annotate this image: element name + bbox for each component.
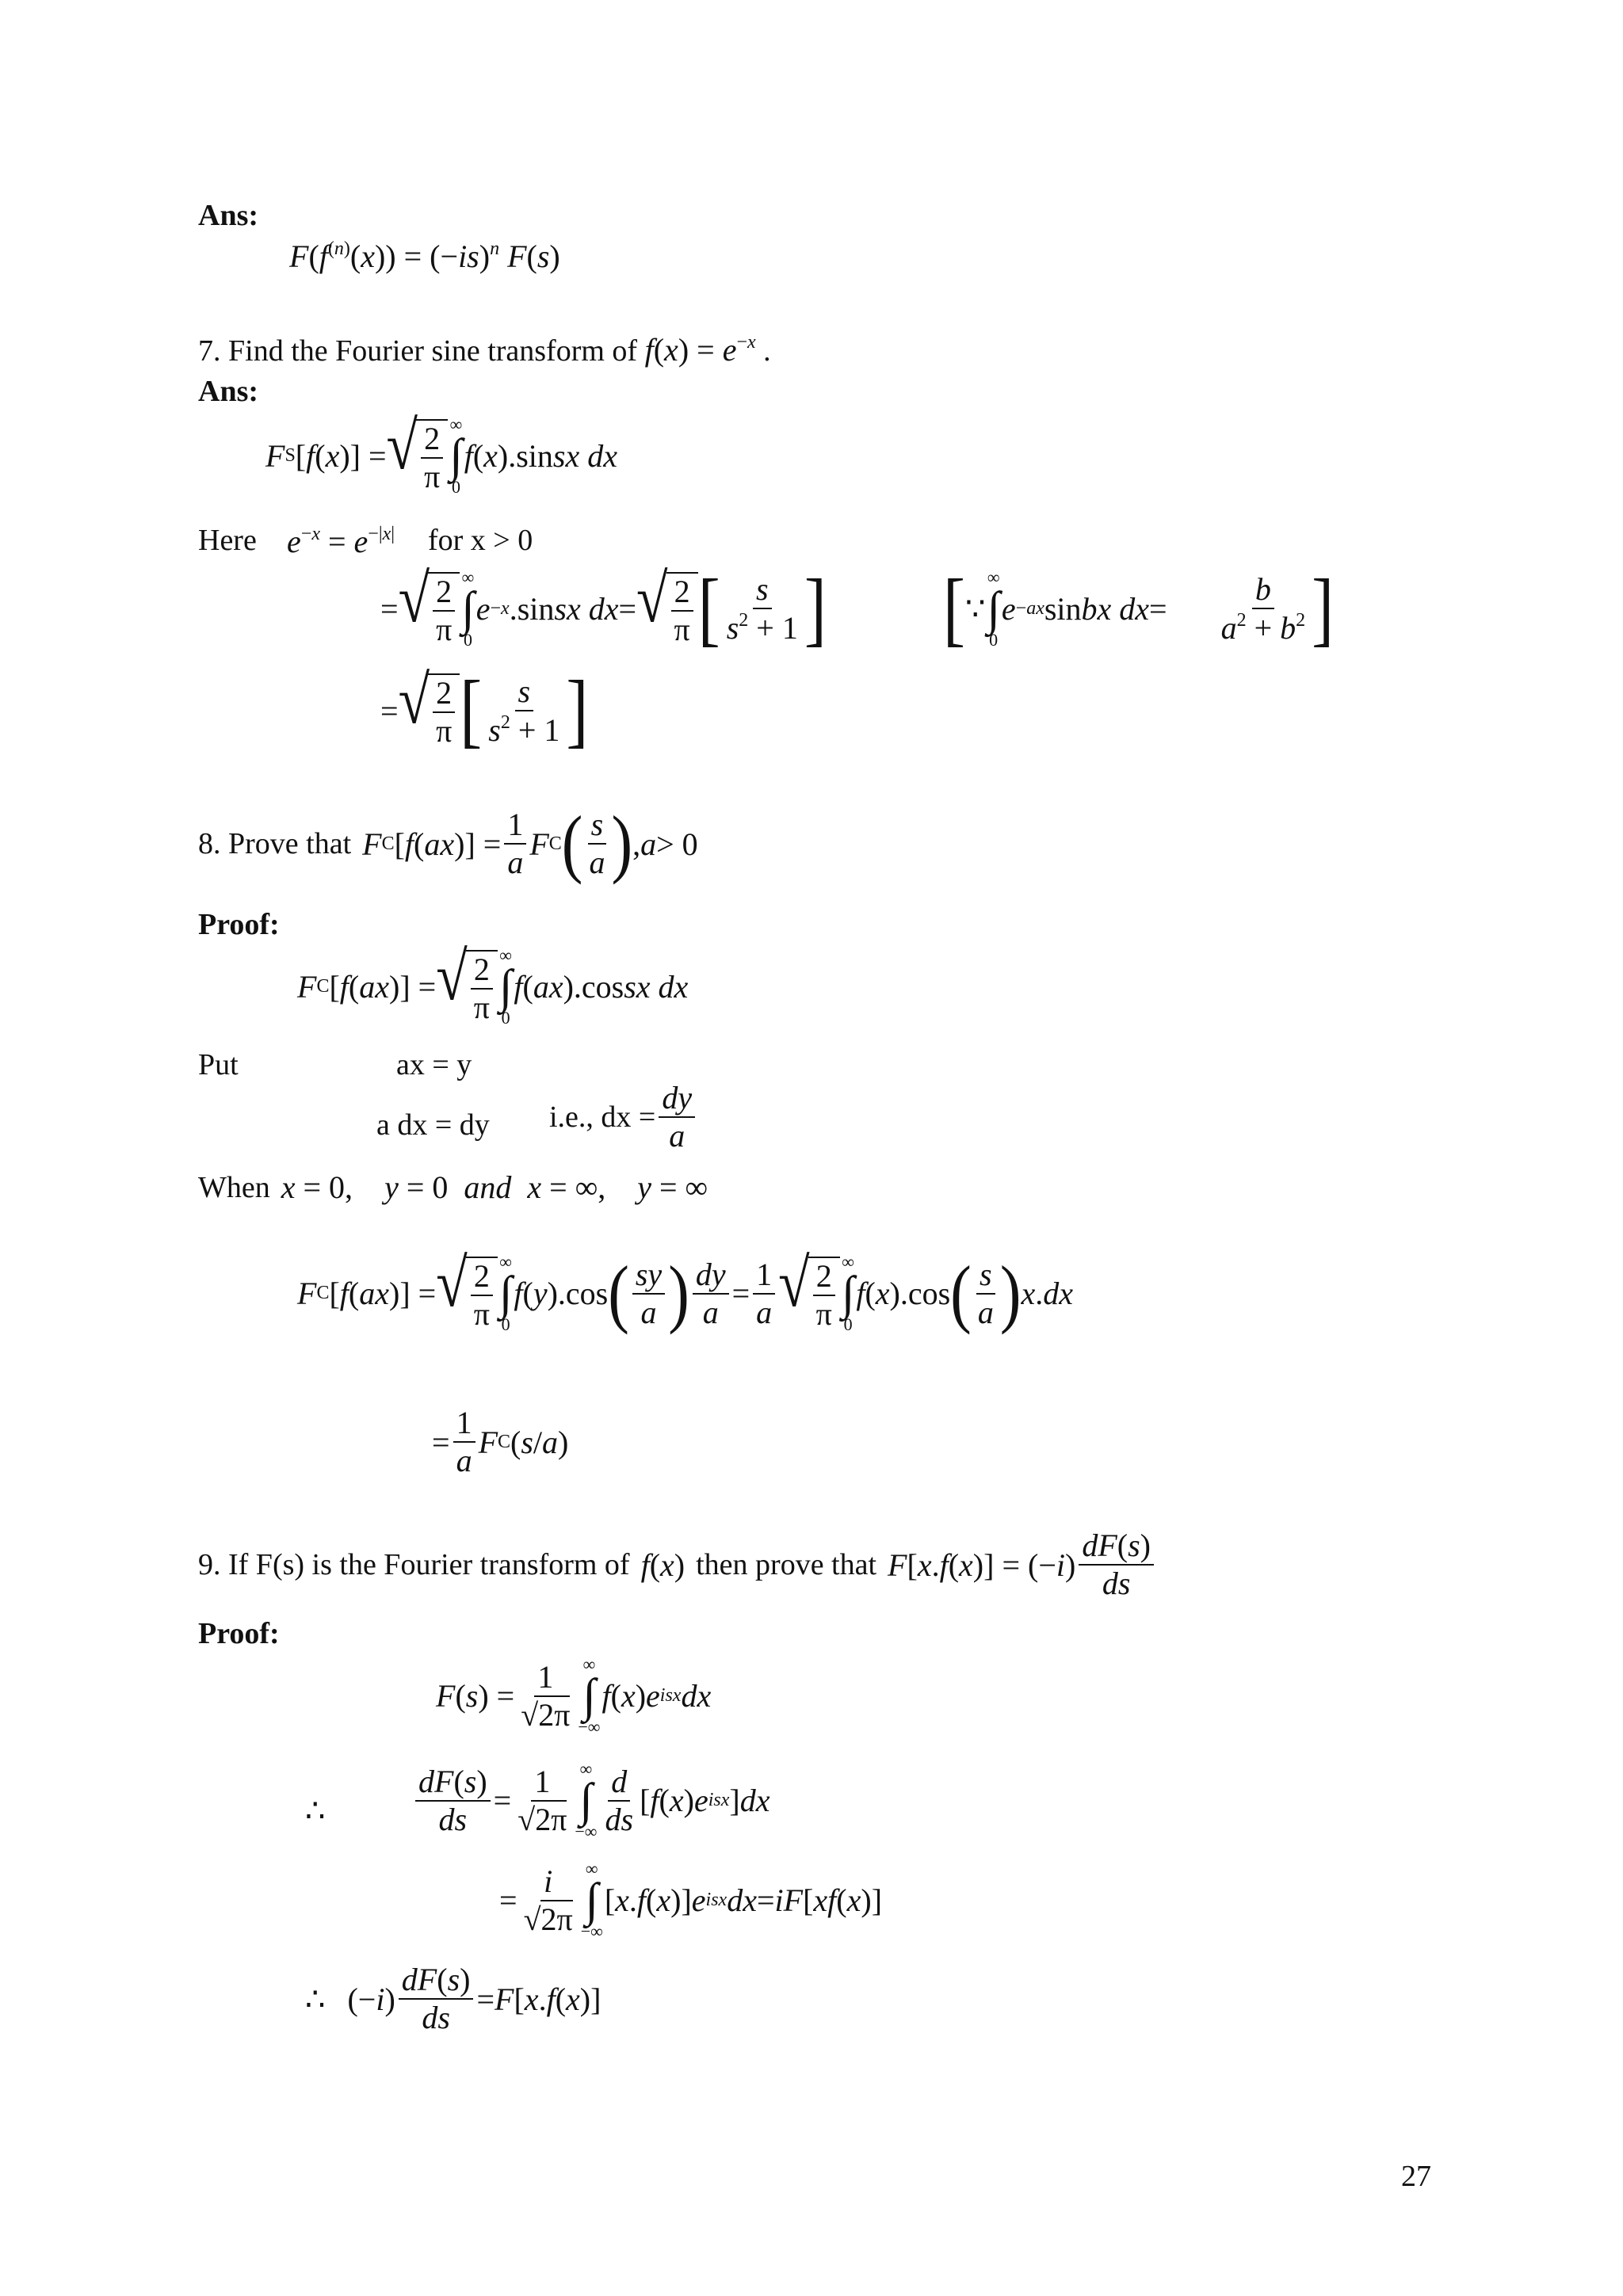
- abs-exponent-identity: $e^{-x} = e^{-|x|}$: [287, 524, 395, 559]
- answer-label-2: Ans:: [198, 375, 259, 408]
- sine-transform-step-1: = √ $\frac{2}{\pi}$ ∞ ∫ 0 e −x .sin sx dx = √ $\frac{2}{\pi}$ [ $\frac{s}{s^2 + 1}$ ]: [380, 560, 827, 654]
- cosine-transform-definition: F C [ f ( ax )] = √ $\frac{2}{\pi}$ ∞ ∫ 0 f ( ax ).cos sx dx: [297, 938, 689, 1028]
- final-result: ∴ (− i ) $\frac{dF(s)}{ds}$ = F [ x . f ( x )]: [305, 1962, 601, 2035]
- cosine-scaling-result: = $\frac{1}{a}$ F C ( s / a ): [432, 1405, 569, 1478]
- limits-change: When x = 0, y = 0 and x = ∞, y = ∞: [198, 1169, 708, 1205]
- question-9-text: 9. If F(s) is the Fourier transform of: [198, 1548, 630, 1581]
- therefore-symbol-2: ∴: [305, 1981, 326, 2017]
- sine-transform-definition: F S [ f ( x )] = √ $\frac{2}{\pi}$ ∞ ∫ 0 f ( x ).sin sx dx: [265, 407, 617, 497]
- when-label: When: [198, 1170, 270, 1204]
- formula-derivative-transform: $F(f^{(n)}(x)) = (-is)^n$ F(s): [289, 238, 560, 274]
- sine-transform-result: = √ $\frac{2}{\pi}$ [ $\frac{s}{s^2 + 1}$ ]: [380, 662, 589, 757]
- fourier-transform-definition: F ( s ) = $\frac{1}{√2\pi}$ ∞ ∫ −∞ f ( x ) e isx dx: [436, 1654, 712, 1737]
- answer-label-1: Ans:: [198, 199, 259, 232]
- substitution-adx-dy: a dx = dy: [376, 1108, 490, 1142]
- question-9: 9. If F(s) is the Fourier transform of f(x) then prove that F [ x . f ( x )] = (− i ) $\frac{dF(s)}{ds}$: [198, 1529, 1157, 1600]
- substitution-dx: i.e., dx = $\frac{dy}{a}$: [549, 1081, 698, 1153]
- because-symbol: ∵: [964, 591, 986, 627]
- question-8: 8. Prove that F C [ f ( ax )] = $\frac{1}{a}$ F C ( $\frac{s}{a}$ ) , a > 0: [198, 802, 698, 886]
- ie-dx-label: i.e., dx =: [549, 1100, 656, 1134]
- question-7: 7. Find the Fourier sine transform of $f(x) = e^{-x}$ .: [198, 332, 771, 368]
- proof-label-8: Proof:: [198, 908, 280, 941]
- derivative-under-integral: $\frac{dF(s)}{ds}$ = $\frac{1}{√2\pi}$ ∞ ∫ −∞ $\frac{d}{ds}$ [ f ( x ) e isx ] dx: [412, 1760, 769, 1840]
- substitution-ax-y: ax = y: [396, 1048, 472, 1081]
- therefore-symbol-1: ∴: [305, 1793, 326, 1829]
- derivative-result: = $\frac{i}{√2\pi}$ ∞ ∫ −∞ [ x . f ( x )] e isx dx = iF [ xf ( x )]: [499, 1859, 883, 1941]
- here-label: Here: [198, 524, 257, 557]
- page-number: 27: [1401, 2160, 1431, 2193]
- proof-label-9: Proof:: [198, 1617, 280, 1650]
- standard-integral-note: [ ∵ ∞ ∫ 0 e −ax sin bx dx = $\frac{b}{a^2 + b^2}$ ]: [943, 562, 1335, 654]
- put-label: Put: [198, 1048, 239, 1081]
- cosine-scaling-derivation: F C [ f ( ax )] = √ $\frac{2}{\pi}$ ∞ ∫ 0 f ( y ).cos ( $\frac{sy}{a}$ ) $\frac{dy}{a}$ = $\frac{1}{a}$ √ $\frac{2}{\pi}$ ∞ ∫ 0 f ( x ).cos ( $\frac{s}{a}$ ) x . dx: [297, 1245, 1073, 1336]
- question-7-text: 7. Find the Fourier sine transform of: [198, 334, 638, 368]
- for-x-positive: for x > 0: [428, 524, 533, 557]
- question-9-then: then prove that: [696, 1548, 877, 1581]
- question-8-text: 8. Prove that: [198, 827, 352, 860]
